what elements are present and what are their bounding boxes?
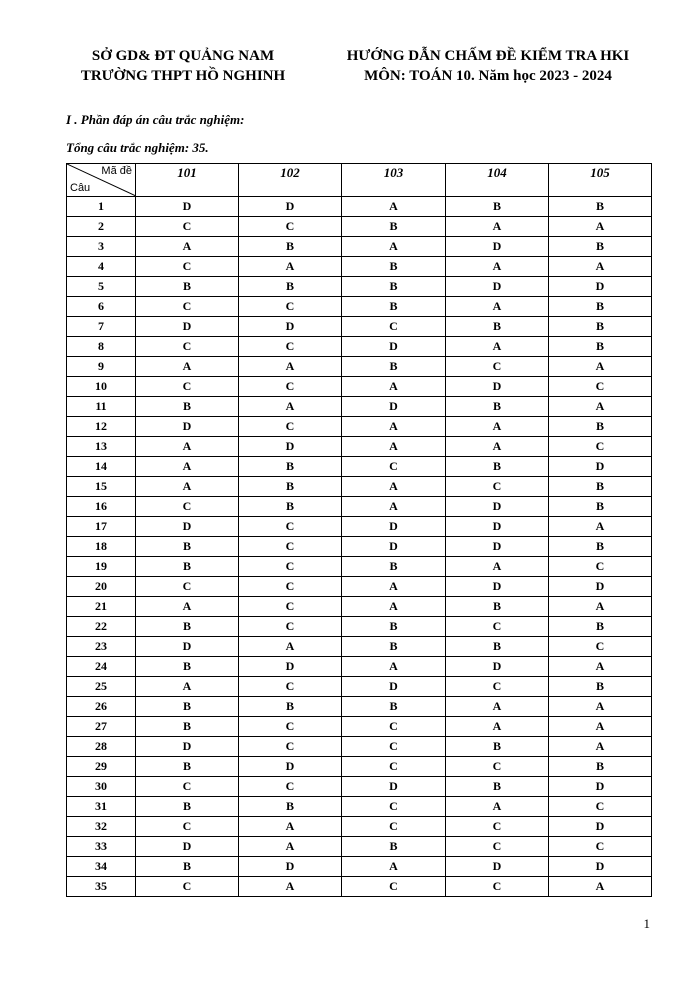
table-row: [67, 417, 652, 437]
answer-cell: B: [239, 457, 342, 477]
question-number-cell: 21: [67, 597, 136, 617]
answer-cell: B: [342, 617, 446, 637]
table-row: [67, 477, 652, 497]
question-number-cell: 23: [67, 637, 136, 657]
answer-cell: A: [239, 817, 342, 837]
answer-cell: B: [342, 217, 446, 237]
answer-cell: C: [239, 777, 342, 797]
answer-cell: A: [549, 877, 652, 897]
answer-cell: B: [136, 397, 239, 417]
table-row: [67, 357, 652, 377]
answer-cell: D: [549, 777, 652, 797]
school-header: [48, 46, 318, 86]
answer-cell: D: [136, 417, 239, 437]
table-row: [67, 457, 652, 477]
question-number-cell: 34: [67, 857, 136, 877]
answer-cell: C: [239, 297, 342, 317]
answer-cell: B: [239, 477, 342, 497]
question-number-cell: 17: [67, 517, 136, 537]
answer-cell: C: [446, 837, 549, 857]
table-row: [67, 497, 652, 517]
answer-cell: A: [342, 417, 446, 437]
answer-cell: B: [136, 557, 239, 577]
answer-cell: B: [446, 777, 549, 797]
answer-cell: C: [342, 737, 446, 757]
table-row: [67, 577, 652, 597]
answer-cell: A: [136, 677, 239, 697]
question-number-cell: 32: [67, 817, 136, 837]
table-row: [67, 837, 652, 857]
answer-cell: C: [342, 877, 446, 897]
answer-cell: C: [549, 377, 652, 397]
answer-cell: C: [446, 677, 549, 697]
answer-cell: D: [136, 837, 239, 857]
answer-cell: C: [549, 837, 652, 857]
table-row: [67, 757, 652, 777]
answer-cell: D: [136, 637, 239, 657]
table-row: [67, 237, 652, 257]
answer-cell: C: [446, 757, 549, 777]
answer-cell: B: [549, 757, 652, 777]
exam-header: [318, 46, 658, 86]
answer-cell: D: [342, 397, 446, 417]
answer-cell: B: [446, 197, 549, 217]
table-row: [67, 437, 652, 457]
question-number-cell: 9: [67, 357, 136, 377]
table-row: [67, 677, 652, 697]
question-number-cell: 35: [67, 877, 136, 897]
question-number-cell: 13: [67, 437, 136, 457]
question-number-cell: 2: [67, 217, 136, 237]
exam-code-label: Mã đề: [101, 165, 132, 177]
answer-cell: B: [549, 417, 652, 437]
answer-cell: B: [342, 357, 446, 377]
answer-cell: A: [342, 577, 446, 597]
answer-cell: C: [136, 377, 239, 397]
answer-cell: A: [446, 297, 549, 317]
table-row: [67, 597, 652, 617]
answer-cell: D: [239, 197, 342, 217]
answer-cell: D: [446, 377, 549, 397]
table-row: [67, 517, 652, 537]
answer-cell: D: [446, 277, 549, 297]
question-number-cell: 6: [67, 297, 136, 317]
answer-cell: B: [549, 477, 652, 497]
answer-cell: C: [446, 877, 549, 897]
answer-cell: A: [342, 657, 446, 677]
answer-cell: C: [239, 537, 342, 557]
answer-cell: B: [446, 637, 549, 657]
answer-cell: B: [549, 497, 652, 517]
exam-code-header: 104: [446, 164, 549, 197]
answer-cell: C: [446, 617, 549, 637]
answer-cell: A: [239, 397, 342, 417]
answer-cell: C: [136, 297, 239, 317]
answer-cell: D: [136, 737, 239, 757]
answer-cell: D: [446, 857, 549, 877]
answer-cell: C: [136, 777, 239, 797]
answer-cell: C: [239, 517, 342, 537]
question-number-cell: 8: [67, 337, 136, 357]
question-number-cell: 28: [67, 737, 136, 757]
answer-cell: C: [549, 797, 652, 817]
answer-cell: D: [549, 817, 652, 837]
answer-cell: B: [136, 697, 239, 717]
answer-cell: D: [239, 657, 342, 677]
answer-cell: A: [549, 717, 652, 737]
table-row: [67, 217, 652, 237]
answer-cell: A: [239, 257, 342, 277]
answer-cell: B: [549, 317, 652, 337]
answer-cell: A: [446, 797, 549, 817]
answer-cell: A: [549, 697, 652, 717]
answer-cell: A: [549, 737, 652, 757]
answer-cell: C: [446, 817, 549, 837]
answer-cell: C: [239, 737, 342, 757]
question-number-cell: 31: [67, 797, 136, 817]
answer-cell: B: [239, 237, 342, 257]
answer-cell: A: [549, 597, 652, 617]
answer-cell: D: [549, 577, 652, 597]
answer-cell: D: [342, 337, 446, 357]
table-row: [67, 717, 652, 737]
answer-cell: B: [549, 617, 652, 637]
answer-cell: B: [549, 337, 652, 357]
question-number-cell: 3: [67, 237, 136, 257]
table-row: [67, 317, 652, 337]
answer-cell: C: [136, 337, 239, 357]
answer-cell: C: [239, 577, 342, 597]
answer-cell: D: [136, 317, 239, 337]
table-row: [67, 737, 652, 757]
answer-cell: D: [342, 677, 446, 697]
answer-cell: D: [136, 517, 239, 537]
section-title: I . Phần đáp án câu trắc nghiệm:: [66, 112, 245, 127]
answer-cell: D: [549, 457, 652, 477]
answer-cell: A: [342, 477, 446, 497]
answer-cell: B: [239, 797, 342, 817]
answer-cell: A: [136, 597, 239, 617]
question-number-cell: 18: [67, 537, 136, 557]
answer-cell: A: [136, 477, 239, 497]
table-row: [67, 637, 652, 657]
answer-cell: D: [239, 857, 342, 877]
answer-cell: D: [342, 517, 446, 537]
question-number-cell: 4: [67, 257, 136, 277]
answer-cell: A: [239, 637, 342, 657]
page-number: 1: [643, 916, 650, 931]
answer-cell: B: [239, 697, 342, 717]
answer-cell: A: [446, 697, 549, 717]
answer-table-body: [67, 197, 652, 897]
answer-cell: D: [446, 577, 549, 597]
answer-cell: C: [239, 377, 342, 397]
answer-cell: B: [549, 197, 652, 217]
table-row: [67, 377, 652, 397]
answer-cell: A: [446, 257, 549, 277]
total-questions-label: Tổng câu trắc nghiệm: 35.: [66, 140, 209, 155]
answer-cell: A: [342, 377, 446, 397]
answer-cell: B: [446, 317, 549, 337]
table-row: [67, 657, 652, 677]
answer-cell: C: [342, 317, 446, 337]
answer-cell: A: [446, 557, 549, 577]
question-number-cell: 30: [67, 777, 136, 797]
department-name: SỞ GD& ĐT QUẢNG NAM: [91, 48, 275, 64]
question-number-cell: 12: [67, 417, 136, 437]
answer-cell: B: [446, 737, 549, 757]
answer-cell: C: [239, 337, 342, 357]
answer-cell: A: [549, 517, 652, 537]
exam-code-header: 103: [342, 164, 446, 197]
question-number-cell: 27: [67, 717, 136, 737]
answer-cell: B: [136, 757, 239, 777]
answer-cell: D: [239, 317, 342, 337]
answer-cell: B: [342, 837, 446, 857]
answer-cell: A: [446, 417, 549, 437]
answer-cell: C: [239, 417, 342, 437]
exam-code-header: 101: [136, 164, 239, 197]
answer-cell: C: [136, 257, 239, 277]
table-row: [67, 857, 652, 877]
table-row: [67, 337, 652, 357]
answer-cell: B: [342, 557, 446, 577]
table-row: [67, 697, 652, 717]
answer-cell: A: [342, 197, 446, 217]
school-name: TRƯỜNG THPT HỒ NGHINH: [80, 68, 286, 84]
answer-cell: D: [549, 857, 652, 877]
answer-cell: B: [136, 617, 239, 637]
answer-cell: A: [446, 337, 549, 357]
answer-cell: D: [136, 197, 239, 217]
exam-code-header: 102: [239, 164, 342, 197]
answer-cell: B: [136, 797, 239, 817]
table-row: [67, 277, 652, 297]
answer-cell: D: [239, 437, 342, 457]
answer-cell: C: [239, 617, 342, 637]
answer-cell: B: [239, 277, 342, 297]
question-number-cell: 11: [67, 397, 136, 417]
answer-cell: C: [342, 797, 446, 817]
answer-cell: B: [446, 457, 549, 477]
answer-cell: B: [342, 637, 446, 657]
answer-cell: B: [342, 697, 446, 717]
answer-cell: A: [342, 237, 446, 257]
answer-cell: A: [136, 237, 239, 257]
answer-cell: C: [446, 357, 549, 377]
question-label: Câu: [70, 182, 91, 194]
question-number-cell: 22: [67, 617, 136, 637]
answer-cell: A: [549, 657, 652, 677]
table-row: [67, 877, 652, 897]
answer-cell: A: [446, 437, 549, 457]
answer-cell: B: [549, 537, 652, 557]
answer-cell: B: [342, 277, 446, 297]
answer-cell: B: [549, 677, 652, 697]
document-title: HƯỚNG DẪN CHẤM ĐỀ KIỂM TRA HKI: [346, 48, 630, 64]
answer-cell: A: [239, 837, 342, 857]
answer-cell: A: [136, 457, 239, 477]
answer-cell: A: [239, 877, 342, 897]
question-number-cell: 33: [67, 837, 136, 857]
table-row: [67, 297, 652, 317]
answer-cell: D: [446, 497, 549, 517]
answer-cell: B: [549, 237, 652, 257]
answer-cell: B: [446, 597, 549, 617]
answer-cell: B: [239, 497, 342, 517]
answer-cell: D: [342, 537, 446, 557]
answer-cell: C: [342, 717, 446, 737]
table-row: [67, 797, 652, 817]
answer-cell: B: [549, 297, 652, 317]
answer-cell: A: [342, 857, 446, 877]
table-row: [67, 537, 652, 557]
question-number-cell: 24: [67, 657, 136, 677]
answer-cell: A: [549, 257, 652, 277]
answer-cell: A: [342, 597, 446, 617]
answer-cell: D: [239, 757, 342, 777]
answer-cell: B: [136, 657, 239, 677]
question-number-cell: 10: [67, 377, 136, 397]
answer-cell: A: [136, 357, 239, 377]
table-row: [67, 817, 652, 837]
answer-cell: B: [136, 277, 239, 297]
question-number-cell: 29: [67, 757, 136, 777]
answer-cell: D: [446, 517, 549, 537]
answer-cell: B: [446, 397, 549, 417]
answer-cell: C: [239, 597, 342, 617]
table-row: [67, 397, 652, 417]
answer-cell: C: [342, 757, 446, 777]
answer-cell: C: [239, 557, 342, 577]
answer-cell: D: [549, 277, 652, 297]
answer-cell: D: [342, 777, 446, 797]
exam-code-header: 105: [549, 164, 652, 197]
table-row: [67, 557, 652, 577]
question-number-cell: 19: [67, 557, 136, 577]
answer-cell: C: [136, 497, 239, 517]
table-header-row: [67, 164, 652, 197]
answer-cell: C: [136, 217, 239, 237]
answer-cell: C: [136, 817, 239, 837]
answer-cell: B: [136, 857, 239, 877]
answer-cell: C: [136, 577, 239, 597]
question-number-cell: 20: [67, 577, 136, 597]
answer-cell: C: [342, 817, 446, 837]
answer-cell: C: [239, 217, 342, 237]
answer-cell: A: [342, 437, 446, 457]
subject-year: MÔN: TOÁN 10. Năm học 2023 - 2024: [364, 68, 612, 84]
answer-cell: C: [549, 437, 652, 457]
answer-cell: C: [549, 637, 652, 657]
answer-cell: A: [446, 717, 549, 737]
answer-cell: A: [549, 357, 652, 377]
answer-cell: C: [239, 717, 342, 737]
table-row: [67, 617, 652, 637]
question-number-cell: 1: [67, 197, 136, 217]
answer-cell: D: [446, 657, 549, 677]
question-number-cell: 26: [67, 697, 136, 717]
answer-key-table: [66, 163, 652, 897]
table-row: [67, 777, 652, 797]
question-number-cell: 25: [67, 677, 136, 697]
answer-cell: C: [239, 677, 342, 697]
question-number-cell: 5: [67, 277, 136, 297]
answer-cell: D: [446, 237, 549, 257]
answer-cell: A: [549, 217, 652, 237]
answer-cell: B: [342, 257, 446, 277]
table-row: [67, 257, 652, 277]
answer-cell: A: [446, 217, 549, 237]
answer-cell: D: [446, 537, 549, 557]
question-number-cell: 14: [67, 457, 136, 477]
answer-cell: B: [136, 717, 239, 737]
question-number-cell: 15: [67, 477, 136, 497]
question-number-cell: 7: [67, 317, 136, 337]
answer-cell: A: [549, 397, 652, 417]
answer-cell: C: [549, 557, 652, 577]
answer-cell: B: [342, 297, 446, 317]
answer-cell: A: [342, 497, 446, 517]
answer-cell: C: [136, 877, 239, 897]
answer-cell: B: [136, 537, 239, 557]
answer-cell: C: [446, 477, 549, 497]
corner-header-cell: [67, 164, 136, 197]
table-row: [67, 197, 652, 217]
question-number-cell: 16: [67, 497, 136, 517]
answer-cell: A: [239, 357, 342, 377]
answer-cell: A: [136, 437, 239, 457]
answer-cell: C: [342, 457, 446, 477]
